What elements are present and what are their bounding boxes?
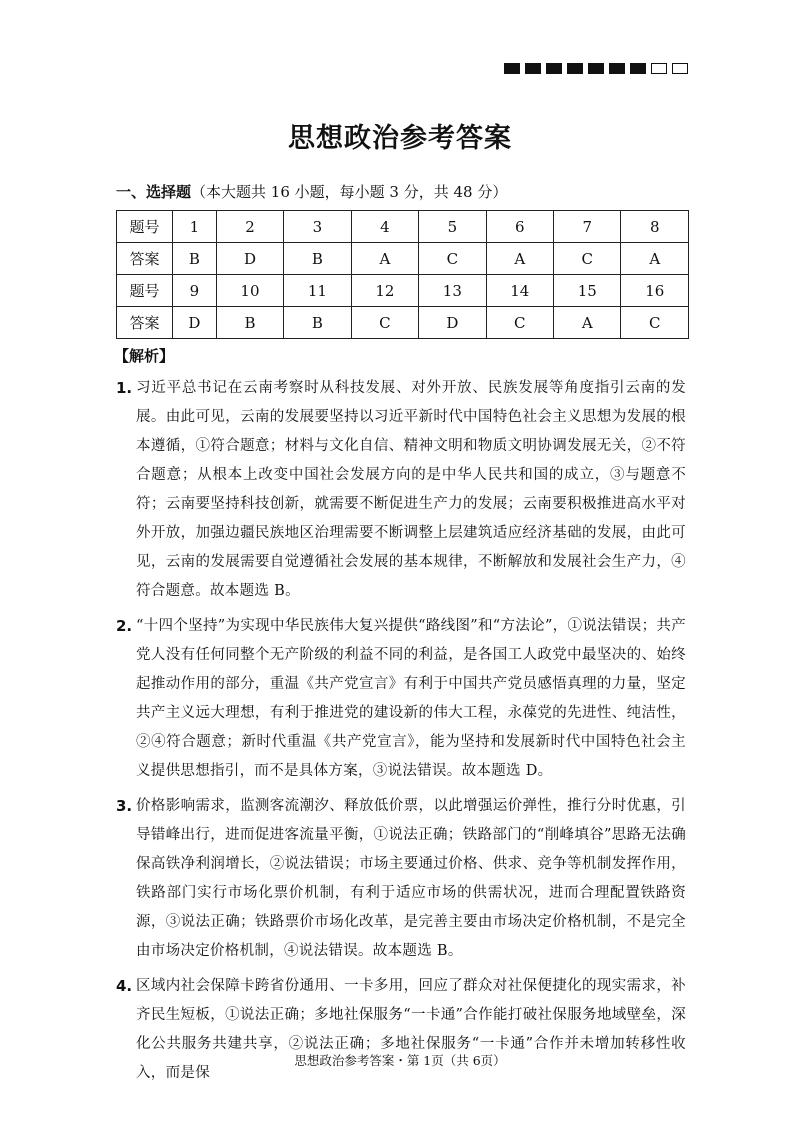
item-number: 3. [116, 797, 133, 815]
analysis-list [116, 374, 686, 1094]
filled-block-mark [567, 63, 583, 74]
section-prefix: 一、选择题 [116, 183, 192, 201]
table-cell: 1 [173, 211, 217, 243]
table-cell: C [486, 307, 553, 339]
table-cell: B [284, 243, 351, 275]
table-cell: 4 [351, 211, 418, 243]
filled-block-mark [609, 63, 625, 74]
row-label: 答案 [117, 307, 173, 339]
row-label: 答案 [117, 243, 173, 275]
table-cell: D [419, 307, 486, 339]
table-row [117, 243, 689, 275]
analysis-heading: 【解析】 [114, 347, 175, 365]
table-cell: 6 [486, 211, 553, 243]
table-cell: B [284, 307, 351, 339]
table-cell: B [173, 243, 217, 275]
list-item [116, 792, 686, 966]
table-cell: A [486, 243, 553, 275]
table-cell: 16 [621, 275, 689, 307]
table-row [117, 275, 689, 307]
table-cell: 12 [351, 275, 418, 307]
section-note: （本大题共 16 小题，每小题 3 分，共 48 分） [191, 183, 508, 201]
list-item [116, 374, 686, 606]
table-cell: D [173, 307, 217, 339]
table-cell: 10 [216, 275, 283, 307]
table-cell: C [621, 307, 689, 339]
item-number: 4. [116, 977, 133, 995]
table-cell: B [216, 307, 283, 339]
table-cell: 7 [554, 211, 621, 243]
empty-block-mark [651, 63, 667, 74]
table-cell: 9 [173, 275, 217, 307]
table-cell: C [419, 243, 486, 275]
table-cell: C [554, 243, 621, 275]
table-cell: 13 [419, 275, 486, 307]
table-cell: 8 [621, 211, 689, 243]
answer-table [116, 210, 689, 339]
row-label: 题号 [117, 211, 173, 243]
page-footer: 思想政治参考答案・第 1页（共 6页） [294, 1053, 506, 1068]
item-text: 区域内社会保障卡跨省份通用、一卡多用，回应了群众对社保便捷化的现实需求，补齐民生短板，①说法正确；多地社保服务“一卡通”合作能打破社保服务地域壁垒，深化公共服务共建共享，②说法正确；多地社保服务“一卡通”合作并未增加转移性收入，而是保 [136, 978, 686, 1081]
table-cell: 3 [284, 211, 351, 243]
table-cell: 15 [554, 275, 621, 307]
table-cell: A [554, 307, 621, 339]
row-label: 题号 [117, 275, 173, 307]
empty-block-mark [672, 63, 688, 74]
item-number: 2. [116, 617, 133, 635]
filled-block-mark [546, 63, 562, 74]
table-row [117, 307, 689, 339]
table-cell: 2 [216, 211, 283, 243]
table-cell: A [621, 243, 689, 275]
filled-block-mark [588, 63, 604, 74]
filled-block-mark [525, 63, 541, 74]
item-text: 价格影响需求，监测客流潮汐、释放低价票，以此增强运价弹性，推行分时优惠，引导错峰出行，进而促进客流量平衡，①说法正确；铁路部门的“削峰填谷”思路无法确保高铁净利润增长，②说法错误；市场主要通过价格、供求、竞争等机制发挥作用，铁路部门实行市场化票价机制，有利于适应市场的供需状况，进而合理配置铁路资源，③说法正确；铁路票价市场化改革，是完善主要由市场决定价格机制，不是完全由市场决定价格机制，④说法错误。故本题选 B。 [136, 798, 686, 959]
table-cell: D [216, 243, 283, 275]
item-number: 1. [116, 379, 133, 397]
table-row [117, 211, 689, 243]
table-cell: A [351, 243, 418, 275]
filled-block-mark [504, 63, 520, 74]
table-cell: C [351, 307, 418, 339]
section-heading [116, 181, 507, 202]
item-text: “十四个坚持”为实现中华民族伟大复兴提供“路线图”和“方法论”，①说法错误；共产党人没有任何同整个无产阶级的利益不同的利益，是各国工人政党中最坚决的、始终起推动作用的部分，重温《共产党宣言》有利于中国共产党员感悟真理的力量，坚定共产主义远大理想，有利于推进党的建设新的伟大工程，永葆党的先进性、纯洁性，②④符合题意；新时代重温《共产党宣言》，能为坚持和发展新时代中国特色社会主义提供思想指引，而不是具体方案，③说法错误。故本题选 D。 [136, 618, 686, 779]
table-cell: 5 [419, 211, 486, 243]
filled-block-mark [630, 63, 646, 74]
list-item [116, 612, 686, 786]
page-title: 思想政治参考答案 [288, 123, 512, 154]
item-text: 习近平总书记在云南考察时从科技发展、对外开放、民族发展等角度指引云南的发展。由此可见，云南的发展要坚持以习近平新时代中国特色社会主义思想为发展的根本遵循，①符合题意；材料与文化自信、精神文明和物质文明协调发展无关，②不符合题意；从根本上改变中国社会发展方向的是中华人民共和国的成立，③与题意不符；云南要坚持科技创新，就需要不断促进生产力的发展；云南要积极推进高水平对外开放，加强边疆民族地区治理需要不断调整上层建筑适应经济基础的发展，由此可见，云南的发展需要自觉遵循社会发展的基本规律，不断解放和发展社会生产力，④符合题意。故本题选 B。 [136, 380, 686, 599]
list-item [116, 972, 686, 1088]
table-cell: 11 [284, 275, 351, 307]
table-cell: 14 [486, 275, 553, 307]
header-marks [504, 63, 688, 74]
